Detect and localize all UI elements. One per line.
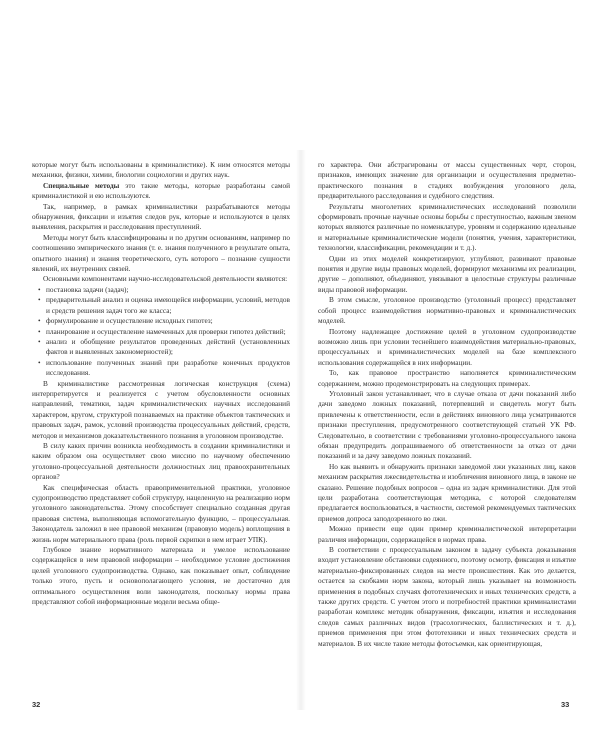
term-definition: это такие методы, которые разработаны самой криминалистикой и ею используются. bbox=[32, 180, 291, 201]
list-item: • формулирование и осуществление исходных гипотез; bbox=[46, 316, 290, 326]
paragraph: Но как выявить и обнаружить признаки заведомой лжи указанных лиц, каков механизм раскрытия лжесвидетельства и изобличения виновного лица, в законе не сказано. Решение подобных вопросов – одна из задач криминалистики. Для этой цели разработана соответствующая методика, с которой следователям предлагается воспользоваться, в частности, системой рекомендуемых тактических приемов допроса заподозренного во лжи. bbox=[318, 461, 576, 523]
right-page-text bbox=[318, 160, 576, 649]
paragraph: Так, например, в рамках криминалистики разрабатываются методы обнаружения, фиксации и изъятия следов рук, которые и используются в целях выявления, раскрытия и расследования преступлений. bbox=[32, 201, 290, 232]
paragraph: Можно привести еще один пример криминалистической интерпретации различия информации, содержащейся в нормах права. bbox=[318, 524, 576, 544]
left-page bbox=[32, 160, 290, 607]
paragraph: В силу каких причин возникла необходимость в создании криминалистики и каким образом она осуществляет свою миссию по научному обеспечению уголовно-процессуальной деятельности должностных лиц правоохранительных органов? bbox=[32, 440, 290, 482]
page-number-left: 32 bbox=[32, 700, 41, 709]
paragraph: В соответствии с процессуальным законом в задачу субъекта доказывания входит установление обстановки содеянного, поэтому осмотр, фиксация и изъятие материально-фиксированных следов на месте происшествия. Как это делается, остается за скобками норм закона, который лишь указывает на возможность применения в подобных случаях фототехнических и иных технических средств, а также других средств. С учетом этого и потребностей практики криминалистами разработан комплекс методик обнаружения, фиксации, изъятия и исследования следов самых различных видов (трасологических, баллистических и т. д.), приемов применения при этом фототехники и иных технических средств и материалов. В их числе такие методы фотосъемки, как ориентирующая, bbox=[318, 545, 576, 648]
paragraph: Результаты многолетних криминалистических исследований позволили сформировать прочные научные основы борьбы с преступностью, важным звеном которых являются различные по номенклатуре, уровням и содержанию идеальные и материальные криминалистические модели (понятия, учения, характеристики, технологии, классификации, рекомендации и т. д.). bbox=[318, 201, 576, 253]
paragraph: Глубокое знание нормативного материала и умелое использование содержащейся в нем правовой информации – необходимое условие достижения целей уголовного судопроизводства. Однако, как показывает опыт, соблюдение только этого, пусть и основополагающего условия, не достаточно для оптимального осуществления воли законодателя, поскольку нормы права представляют собой информационные модели весьма обще- bbox=[32, 545, 290, 607]
paragraph: В криминалистике рассмотренная логическая конструкция (схема) интерпретируется и реализуется с учетом обусловленности основных направлений, тематики, задач криминалистических научных исследований характером, кругом, структурой познаваемых на практике объектов тактических и правовых задач, рамок, условий производства процессуальных действий, средств, методов и механизмов доказательственного познания в уголовном производстве. bbox=[32, 378, 290, 440]
paragraph: го характера. Они абстрагированы от массы существенных черт, сторон, признаков, имеющих значение для организации и осуществления предметно-практического познания в стадиях возбуждения уголовного дела, предварительного расследования и судебного следствия. bbox=[318, 160, 576, 201]
list-item: • анализ и обобщение результатов проведенных действий (установленных фактов и выявленных закономерностей); bbox=[46, 337, 290, 358]
left-page-text bbox=[32, 160, 290, 607]
paragraph: Основными компонентами научно-исследовательской деятельности являются: bbox=[43, 274, 288, 284]
paragraph: которые могут быть использованы в криминалистике). К ним относятся методы механики, физики, химии, биологии социологии и других наук. bbox=[32, 160, 290, 180]
paragraph: Одни из этих моделей конкретизируют, углубляют, развивают правовые понятия и другие виды правовых моделей, формируют механизмы их реализации, другие – дополняют, объединяют, увязывают в целостные структуры различные виды правовой информации. bbox=[318, 253, 576, 294]
book-spine-shadow bbox=[296, 150, 306, 710]
list-item: • постановка задачи (задач); bbox=[46, 285, 290, 295]
paragraph-special-methods bbox=[32, 181, 290, 202]
components-list bbox=[32, 285, 290, 379]
paragraph: Уголовный закон устанавливает, что в случае отказа от дачи показаний либо дачи заведомо ложных показаний, потерпевший и свидетель могут быть привлечены к ответственности, если в действиях виновного лица усматриваются признаки преступления, предусмотренного соответствующей статьей УК РФ. Следовательно, в соответствии с требованиями уголовно-процессуального закона обязан предупредить допрашиваемого об ответственности за отказ от дачи показаний и за дачу заведомо ложных показаний. bbox=[318, 388, 576, 461]
term-special-methods: Специальные методы bbox=[43, 180, 120, 190]
paragraph: В этом смысле, уголовное производство (уголовный процесс) представляет собой процесс взаимодействия нормативно-правовых и криминалистических моделей. bbox=[318, 295, 576, 326]
list-item: • предварительный анализ и оценка имеющейся информации, условий, методов и средств решения задач того же класса; bbox=[46, 295, 290, 316]
paragraph: Методы могут быть классифицированы и по другим основаниям, например по соотношению эмпирического знания (т. е. знания полученного в результате опыта, опытного знания) и знания теоретического, суть которого – познание сущности явлений, их внутренних связей. bbox=[32, 232, 290, 274]
page-number-right: 33 bbox=[561, 700, 570, 709]
right-page bbox=[318, 160, 576, 649]
list-item: • планирование и осуществление намеченных для проверки гипотез действий; bbox=[46, 327, 290, 337]
paragraph: То, как правовое пространство наполняется криминалистическим содержанием, можно продемонстрировать на следующих примерах. bbox=[318, 368, 576, 388]
paragraph: Как специфическая область правоприменительной практики, уголовное судопроизводство представляет собой структуру, нацеленную на реализацию норм уголовного законодательства. Этому способствует специально созданная другая правовая система, выполняющая вспомогательную функцию, – процессуальная. Законодатель заложил в нее правовой механизм (правовую модель) воплощения в жизнь норм материального права (роль первой скрипки в нем играет УПК). bbox=[32, 482, 290, 544]
list-item: • использование полученных знаний при разработке конечных продуктов исследования. bbox=[46, 358, 290, 379]
paragraph: Поэтому надлежащее достижение целей в уголовном судопроизводстве возможно лишь при условии теснейшего взаимодействия материально-правовых, процессуальных и криминалистических моделей на базе комплексного использования содержащейся в них информации. bbox=[318, 326, 576, 367]
